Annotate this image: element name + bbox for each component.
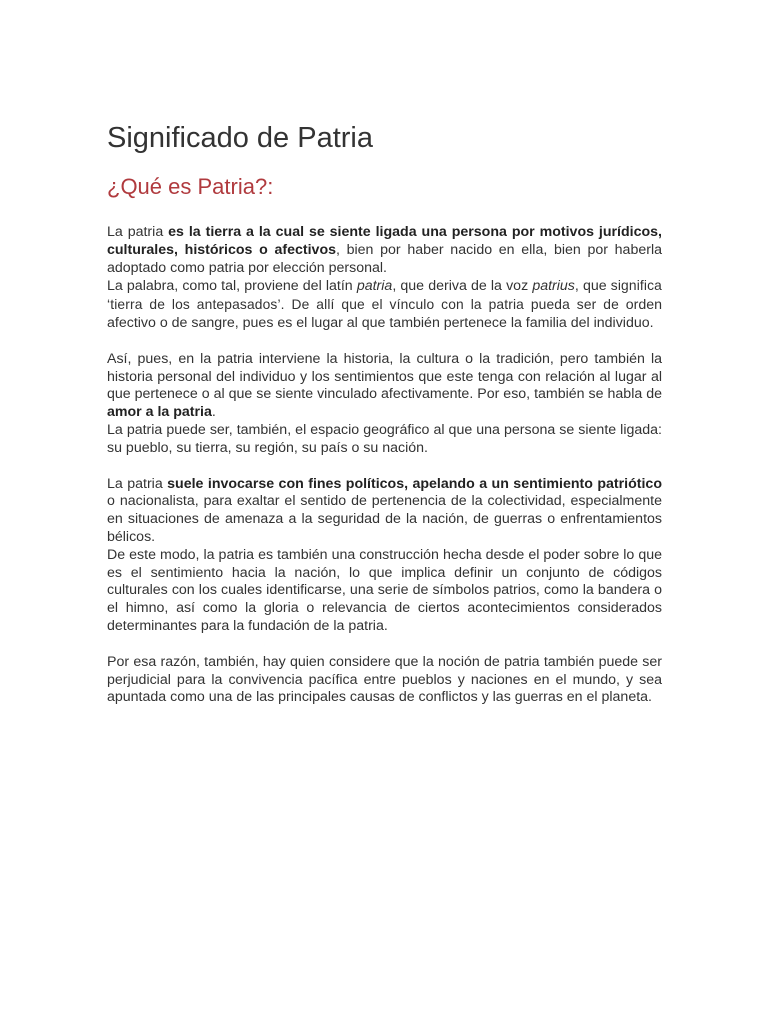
text-run: La patria (107, 475, 168, 492)
paragraph-history (107, 351, 662, 422)
paragraph-spacer (107, 458, 662, 476)
text-run: . (211, 404, 216, 421)
document-page (107, 118, 662, 707)
text-run: La patria (107, 224, 169, 240)
bold-political-use: suele invocarse con fines políticos, apelando a un sentimiento patriótico (167, 475, 662, 492)
italic-term-patria: patria (356, 278, 393, 295)
bold-definition: es la tierra a la cual se siente ligada una persona por motivos jurídicos, culturales, históricos o afectivos (107, 224, 663, 258)
paragraph-construction: De este modo, la patria es también una construcción hecha desde el poder sobre lo que es el sentimiento hacia la nación, lo que implica definir un conjunto de códigos culturales con los cuales identificarse, una serie de símbolos patrios, como la bandera o el himno, así como la gloria o relevancia de ciertos acontecimientos considerados determinantes para la fundación de la patria. (107, 546, 662, 634)
text-run: La palabra, como tal, proviene del latín (107, 278, 357, 295)
italic-term-patrius: patrius (532, 278, 575, 295)
text-run: , que deriva de la voz (392, 278, 533, 295)
paragraph-geography: La patria puede ser, también, el espacio geográfico al que una persona se siente ligada: su pueblo, su tierra, su región, su país o su nación. (107, 421, 662, 456)
text-run-meaning: significa ‘tierra de los antepasados’. De allí que el vínculo con la patria pueda ser de (107, 278, 662, 313)
article-body (107, 224, 662, 707)
paragraph-definition (107, 224, 662, 277)
paragraph-spacer (107, 333, 662, 351)
paragraph-politics (107, 476, 662, 547)
text-run: orden afectivo o de sangre, pues es el lugar al que también pertenece la familia del individuo. (107, 297, 662, 331)
text-run: Así, pues, en la patria interviene la historia, la cultura o la tradición, pero también la historia personal del individuo y los sentimientos que este tenga con relación al lugar al que pertenece o al que se siente vinculado afectivamente. Por eso, también se habla de (107, 350, 662, 403)
text-run: , bien por haber nacido en ella, bien por haberla adoptado como patria por elección personal. (107, 241, 662, 276)
text-run: , que (574, 278, 611, 295)
paragraph-etymology (107, 277, 662, 332)
section-heading: ¿Qué es Patria?: (107, 174, 274, 199)
text-run: o nacionalista, para exaltar el sentido de pertenencia de la colectividad, especialmente en situaciones de amenaza a la seguridad de la nación, de guerras o enfrentamientos bélicos. (107, 493, 662, 545)
page-title: Significado de Patria (107, 122, 373, 154)
paragraph-spacer (107, 636, 662, 654)
bold-amor-a-la-patria: amor a la patria (107, 404, 212, 421)
paragraph-conflict: Por esa razón, también, hay quien considere que la noción de patria también puede ser perjudicial para la convivencia pacífica entre pueblos y naciones en el mundo, y sea apuntada como una de las principales causas de conflictos y las guerras en el planeta. (107, 653, 662, 706)
